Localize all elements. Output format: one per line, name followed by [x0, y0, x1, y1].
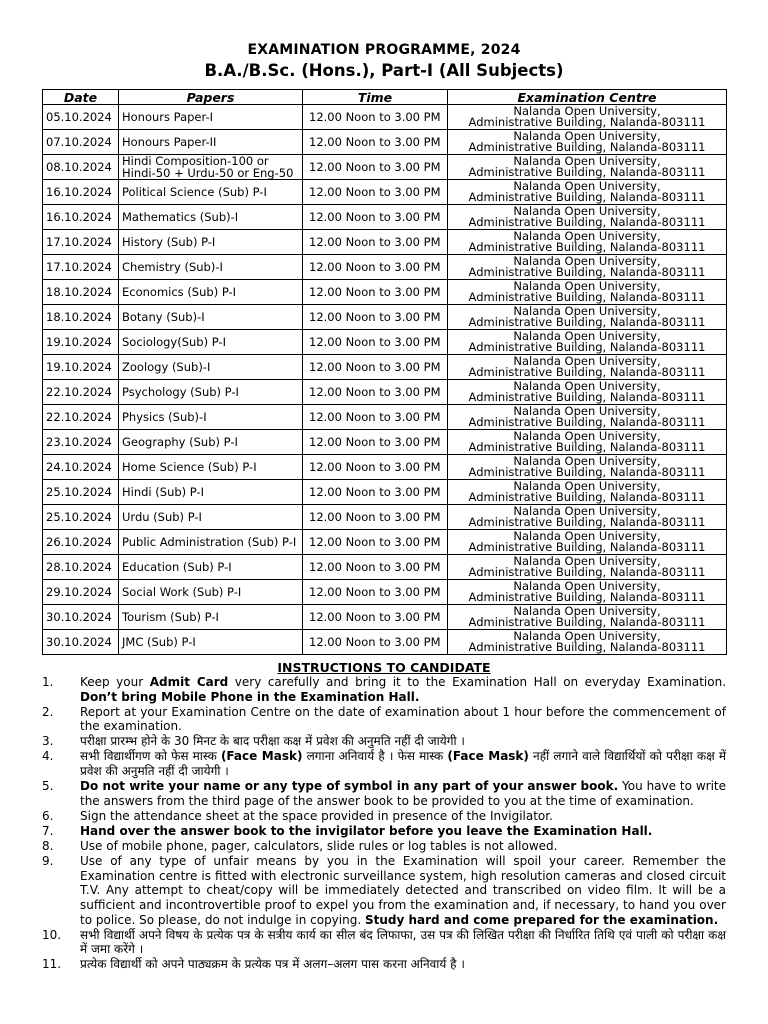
- page-title: EXAMINATION PROGRAMME, 2024: [247, 42, 521, 58]
- exam-centre-cell: [448, 180, 727, 205]
- centre-address: Administrative Building, Nalanda-803111: [468, 390, 706, 404]
- exam-date-cell: 25.10.2024: [43, 480, 119, 505]
- table-row: [43, 105, 727, 130]
- column-header-centre: Examination Centre: [448, 90, 727, 105]
- instruction-item: [42, 928, 726, 957]
- centre-name: Nalanda Open University,: [513, 329, 661, 343]
- instruction-number: 4.: [42, 749, 54, 764]
- centre-address: Administrative Building, Nalanda-803111: [468, 290, 706, 304]
- table-row: [43, 280, 727, 305]
- instruction-item: [42, 839, 726, 854]
- exam-date-cell: 22.10.2024: [43, 405, 119, 430]
- paper-name-cell: Botany (Sub)-I: [119, 305, 303, 330]
- table-row: [43, 130, 727, 155]
- exam-centre-cell: [448, 105, 727, 130]
- table-row: [43, 555, 727, 580]
- centre-address: Administrative Building, Nalanda-803111: [468, 565, 706, 579]
- paper-name-cell: Chemistry (Sub)-I: [119, 255, 303, 280]
- exam-date-cell: 22.10.2024: [43, 380, 119, 405]
- paper-name-cell: Education (Sub) P-I: [119, 555, 303, 580]
- instruction-item: [42, 705, 726, 734]
- centre-address: Administrative Building, Nalanda-803111: [468, 415, 706, 429]
- instruction-item: [42, 749, 726, 778]
- exam-date-cell: 08.10.2024: [43, 155, 119, 180]
- exam-date-cell: 25.10.2024: [43, 505, 119, 530]
- table-row: [43, 580, 727, 605]
- centre-address: Administrative Building, Nalanda-803111: [468, 190, 706, 204]
- centre-name: Nalanda Open University,: [513, 304, 661, 318]
- centre-address: Administrative Building, Nalanda-803111: [468, 365, 706, 379]
- exam-centre-cell: [448, 255, 727, 280]
- table-header-row: [43, 90, 727, 105]
- centre-name: Nalanda Open University,: [513, 229, 661, 243]
- paper-name-cell: Geography (Sub) P-I: [119, 430, 303, 455]
- column-header-papers: Papers: [119, 90, 303, 105]
- centre-name: Nalanda Open University,: [513, 254, 661, 268]
- exam-time-cell: 12.00 Noon to 3.00 PM: [303, 630, 448, 655]
- centre-name: Nalanda Open University,: [513, 604, 661, 618]
- exam-date-cell: 24.10.2024: [43, 455, 119, 480]
- exam-time-cell: 12.00 Noon to 3.00 PM: [303, 580, 448, 605]
- exam-date-cell: 05.10.2024: [43, 105, 119, 130]
- paper-name-cell: Physics (Sub)-I: [119, 405, 303, 430]
- instruction-number: 3.: [42, 734, 54, 749]
- exam-time-cell: 12.00 Noon to 3.00 PM: [303, 530, 448, 555]
- instruction-item: [42, 854, 726, 927]
- instruction-item: [42, 779, 726, 808]
- exam-date-cell: 17.10.2024: [43, 230, 119, 255]
- paper-name-cell: Honours Paper-I: [119, 105, 303, 130]
- exam-centre-cell: [448, 630, 727, 655]
- exam-date-cell: 17.10.2024: [43, 255, 119, 280]
- instruction-number: 8.: [42, 839, 54, 854]
- exam-date-cell: 07.10.2024: [43, 130, 119, 155]
- table-row: [43, 455, 727, 480]
- exam-date-cell: 18.10.2024: [43, 305, 119, 330]
- exam-time-cell: 12.00 Noon to 3.00 PM: [303, 180, 448, 205]
- exam-centre-cell: [448, 480, 727, 505]
- exam-centre-cell: [448, 530, 727, 555]
- centre-name: Nalanda Open University,: [513, 379, 661, 393]
- paper-name-cell: Honours Paper-II: [119, 130, 303, 155]
- table-row: [43, 155, 727, 180]
- table-row: [43, 530, 727, 555]
- paper-name-cell: Zoology (Sub)-I: [119, 355, 303, 380]
- centre-address: Administrative Building, Nalanda-803111: [468, 540, 706, 554]
- exam-time-cell: 12.00 Noon to 3.00 PM: [303, 105, 448, 130]
- exam-date-cell: 29.10.2024: [43, 580, 119, 605]
- exam-time-cell: 12.00 Noon to 3.00 PM: [303, 155, 448, 180]
- centre-address: Administrative Building, Nalanda-803111: [468, 465, 706, 479]
- exam-time-cell: 12.00 Noon to 3.00 PM: [303, 330, 448, 355]
- centre-address: Administrative Building, Nalanda-803111: [468, 165, 706, 179]
- paper-name-cell: Psychology (Sub) P-I: [119, 380, 303, 405]
- paper-name-cell: Public Administration (Sub) P-I: [119, 530, 303, 555]
- centre-name: Nalanda Open University,: [513, 454, 661, 468]
- exam-centre-cell: [448, 355, 727, 380]
- centre-address: Administrative Building, Nalanda-803111: [468, 590, 706, 604]
- centre-name: Nalanda Open University,: [513, 429, 661, 443]
- instruction-emphasis: Hand over the answer book to the invigilator before you leave the Examination Hall.: [80, 823, 653, 838]
- table-row: [43, 230, 727, 255]
- instruction-number: 9.: [42, 854, 54, 869]
- instruction-number: 7.: [42, 823, 54, 838]
- exam-centre-cell: [448, 230, 727, 255]
- centre-address: Administrative Building, Nalanda-803111: [468, 440, 706, 454]
- instruction-text: लगाना अनिवार्य है । फेस मास्क: [302, 749, 448, 764]
- exam-centre-cell: [448, 405, 727, 430]
- exam-date-cell: 16.10.2024: [43, 180, 119, 205]
- table-row: [43, 205, 727, 230]
- instruction-text: Report at your Examination Centre on the date of examination about 1 hour before the commencement of the examination.: [80, 704, 726, 734]
- exam-time-cell: 12.00 Noon to 3.00 PM: [303, 555, 448, 580]
- instruction-number: 10.: [42, 927, 62, 942]
- instruction-text: You have to write the answers from the third page of the answer book to be provided to you at the time of examination.: [80, 779, 726, 808]
- centre-address: Administrative Building, Nalanda-803111: [468, 115, 706, 129]
- table-row: [43, 305, 727, 330]
- exam-schedule-table: [42, 89, 727, 655]
- exam-date-cell: 30.10.2024: [43, 630, 119, 655]
- centre-name: Nalanda Open University,: [513, 404, 661, 418]
- instruction-emphasis: (Face Mask): [220, 749, 303, 764]
- table-row: [43, 430, 727, 455]
- centre-address: Administrative Building, Nalanda-803111: [468, 240, 706, 254]
- centre-name: Nalanda Open University,: [513, 279, 661, 293]
- centre-name: Nalanda Open University,: [513, 554, 661, 568]
- table-body: [43, 105, 727, 655]
- centre-name: Nalanda Open University,: [513, 529, 661, 543]
- exam-time-cell: 12.00 Noon to 3.00 PM: [303, 430, 448, 455]
- column-header-date: Date: [43, 90, 119, 105]
- page-subtitle: B.A./B.Sc. (Hons.), Part-I (All Subjects): [204, 61, 564, 80]
- exam-date-cell: 19.10.2024: [43, 330, 119, 355]
- exam-centre-cell: [448, 380, 727, 405]
- instruction-text: प्रत्येक विद्यार्थी को अपने पाठ्यक्रम के प्रत्येक पत्र में अलग–अलग पास करना अनिवार्य है ।: [80, 957, 465, 972]
- centre-address: Administrative Building, Nalanda-803111: [468, 265, 706, 279]
- instruction-text: सभी विद्यार्थीगण को फेस मास्क: [80, 749, 221, 764]
- instruction-text: नहीं लगाने वाले विद्यार्थियों को परीक्षा कक्ष में प्रवेश की अनुमति नहीं दी जायेगी ।: [80, 749, 726, 779]
- exam-centre-cell: [448, 505, 727, 530]
- exam-time-cell: 12.00 Noon to 3.00 PM: [303, 455, 448, 480]
- paper-name-cell: Hindi Composition-100 or Hindi-50 + Urdu-50 or Eng-50: [119, 155, 303, 180]
- instruction-text: सभी विद्यार्थी अपने विषय के प्रत्येक पत्र के सत्रीय कार्य का सील बंद लिफाफा, उस पत्र की लिखित परीक्षा की निर्धारित तिथि एवं पाली को परीक्षा कक्ष में जमा करेंगे ।: [80, 927, 726, 957]
- instruction-number: 2.: [42, 704, 54, 719]
- instruction-text: Use of mobile phone, pager, calculators, slide rules or log tables is not allowed.: [80, 839, 558, 854]
- instruction-emphasis: Admit Card: [149, 675, 229, 689]
- centre-address: Administrative Building, Nalanda-803111: [468, 215, 706, 229]
- centre-name: Nalanda Open University,: [513, 104, 661, 118]
- paper-name-cell: Tourism (Sub) P-I: [119, 605, 303, 630]
- instruction-item: [42, 809, 726, 824]
- instruction-item: [42, 824, 726, 839]
- exam-centre-cell: [448, 130, 727, 155]
- exam-time-cell: 12.00 Noon to 3.00 PM: [303, 255, 448, 280]
- centre-name: Nalanda Open University,: [513, 579, 661, 593]
- exam-time-cell: 12.00 Noon to 3.00 PM: [303, 305, 448, 330]
- centre-name: Nalanda Open University,: [513, 129, 661, 143]
- centre-name: Nalanda Open University,: [513, 479, 661, 493]
- table-row: [43, 180, 727, 205]
- table-row: [43, 505, 727, 530]
- paper-name-cell: JMC (Sub) P-I: [119, 630, 303, 655]
- exam-time-cell: 12.00 Noon to 3.00 PM: [303, 505, 448, 530]
- table-row: [43, 255, 727, 280]
- exam-time-cell: 12.00 Noon to 3.00 PM: [303, 380, 448, 405]
- exam-date-cell: 26.10.2024: [43, 530, 119, 555]
- exam-time-cell: 12.00 Noon to 3.00 PM: [303, 205, 448, 230]
- exam-time-cell: 12.00 Noon to 3.00 PM: [303, 230, 448, 255]
- table-row: [43, 630, 727, 655]
- paper-name-cell: Economics (Sub) P-I: [119, 280, 303, 305]
- paper-name-cell: Urdu (Sub) P-I: [119, 505, 303, 530]
- exam-time-cell: 12.00 Noon to 3.00 PM: [303, 280, 448, 305]
- instruction-text: Sign the attendance sheet at the space provided in presence of the Invigilator.: [80, 808, 553, 823]
- instruction-text: Keep your: [80, 675, 150, 689]
- centre-address: Administrative Building, Nalanda-803111: [468, 490, 706, 504]
- instruction-number: 1.: [42, 675, 54, 689]
- exam-time-cell: 12.00 Noon to 3.00 PM: [303, 605, 448, 630]
- table-row: [43, 480, 727, 505]
- centre-address: Administrative Building, Nalanda-803111: [468, 640, 706, 654]
- exam-centre-cell: [448, 580, 727, 605]
- exam-centre-cell: [448, 455, 727, 480]
- instruction-emphasis: Do not write your name or any type of symbol in any part of your answer book.: [80, 779, 619, 794]
- centre-name: Nalanda Open University,: [513, 354, 661, 368]
- exam-time-cell: 12.00 Noon to 3.00 PM: [303, 405, 448, 430]
- instruction-number: 11.: [42, 957, 62, 972]
- instructions-list: [42, 675, 726, 972]
- centre-address: Administrative Building, Nalanda-803111: [468, 140, 706, 154]
- centre-name: Nalanda Open University,: [513, 204, 661, 218]
- exam-date-cell: 16.10.2024: [43, 205, 119, 230]
- instruction-emphasis: Don’t bring Mobile Phone in the Examination Hall.: [80, 689, 420, 704]
- paper-name-cell: Home Science (Sub) P-I: [119, 455, 303, 480]
- exam-centre-cell: [448, 605, 727, 630]
- paper-name-cell: Sociology(Sub) P-I: [119, 330, 303, 355]
- centre-name: Nalanda Open University,: [513, 504, 661, 518]
- paper-name-cell: Political Science (Sub) P-I: [119, 180, 303, 205]
- table-row: [43, 405, 727, 430]
- paper-name-cell: Social Work (Sub) P-I: [119, 580, 303, 605]
- centre-address: Administrative Building, Nalanda-803111: [468, 340, 706, 354]
- exam-time-cell: 12.00 Noon to 3.00 PM: [303, 480, 448, 505]
- instruction-text: Use of any type of unfair means by you in the Examination will spoil your career. Remember the Examination centre is fitted with electronic surveillance system, high resolution cameras and closed circuit T.V. Any attempt to cheat/copy will be immediately detected and transcribed on video film. It will be a sufficient and incontrovertible proof to expel you from the examination and, if necessary, to hand you over to police. So please, do not indulge in copying.: [80, 854, 726, 927]
- table-row: [43, 380, 727, 405]
- table-row: [43, 605, 727, 630]
- instructions-title: INSTRUCTIONS TO CANDIDATE: [277, 660, 491, 675]
- instruction-number: 5.: [42, 779, 54, 794]
- exam-date-cell: 18.10.2024: [43, 280, 119, 305]
- table-row: [43, 330, 727, 355]
- paper-name-cell: Hindi (Sub) P-I: [119, 480, 303, 505]
- exam-time-cell: 12.00 Noon to 3.00 PM: [303, 355, 448, 380]
- instruction-number: 6.: [42, 808, 54, 823]
- centre-name: Nalanda Open University,: [513, 179, 661, 193]
- table-row: [43, 355, 727, 380]
- instruction-text: परीक्षा प्रारम्भ होने के 30 मिनट के बाद परीक्षा कक्ष में प्रवेश की अनुमति नहीं दी जायेगी ।: [80, 734, 465, 749]
- exam-date-cell: 30.10.2024: [43, 605, 119, 630]
- instruction-item: [42, 675, 726, 704]
- instruction-emphasis: (Face Mask): [447, 749, 529, 764]
- exam-date-cell: 19.10.2024: [43, 355, 119, 380]
- exam-centre-cell: [448, 430, 727, 455]
- instruction-emphasis: Study hard and come prepared for the examination.: [364, 912, 719, 927]
- exam-centre-cell: [448, 280, 727, 305]
- centre-name: Nalanda Open University,: [513, 629, 661, 643]
- exam-date-cell: 23.10.2024: [43, 430, 119, 455]
- exam-centre-cell: [448, 305, 727, 330]
- instruction-text: very carefully and bring it to the Examination Hall on everyday Examination.: [228, 675, 727, 689]
- instruction-item: [42, 957, 726, 972]
- exam-time-cell: 12.00 Noon to 3.00 PM: [303, 130, 448, 155]
- exam-centre-cell: [448, 155, 727, 180]
- centre-address: Administrative Building, Nalanda-803111: [468, 615, 706, 629]
- centre-name: Nalanda Open University,: [513, 154, 661, 168]
- exam-date-cell: 28.10.2024: [43, 555, 119, 580]
- centre-address: Administrative Building, Nalanda-803111: [468, 315, 706, 329]
- paper-name-cell: History (Sub) P-I: [119, 230, 303, 255]
- exam-centre-cell: [448, 555, 727, 580]
- instruction-item: [42, 734, 726, 749]
- paper-name-cell: Mathematics (Sub)-I: [119, 205, 303, 230]
- column-header-time: Time: [303, 90, 448, 105]
- exam-centre-cell: [448, 330, 727, 355]
- centre-address: Administrative Building, Nalanda-803111: [468, 515, 706, 529]
- exam-centre-cell: [448, 205, 727, 230]
